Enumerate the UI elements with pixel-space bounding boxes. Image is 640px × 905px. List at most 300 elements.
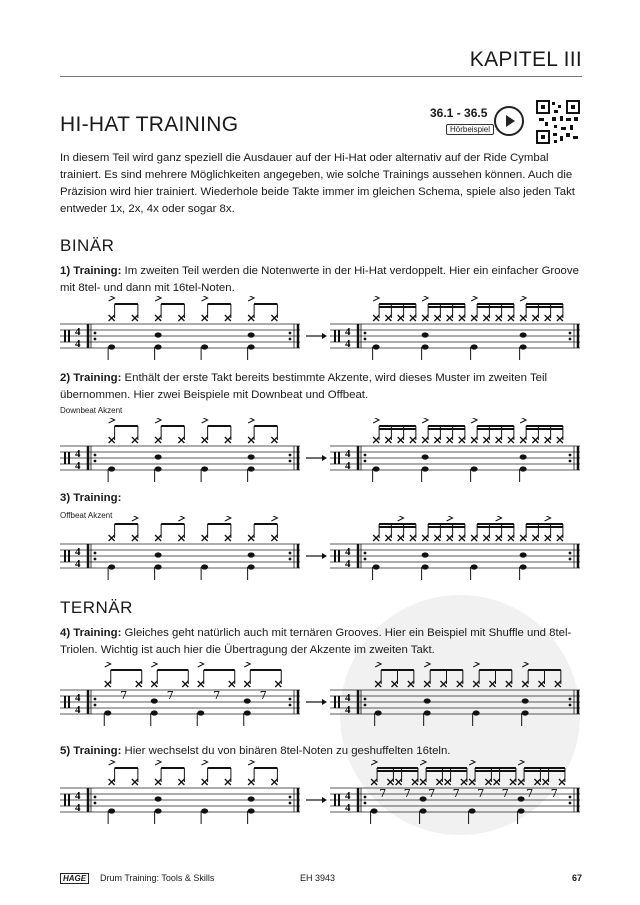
time-signature-bottom: 4 bbox=[75, 558, 81, 570]
kick-note bbox=[155, 808, 162, 813]
hihat-note bbox=[398, 535, 404, 541]
hihat-note bbox=[508, 535, 514, 541]
hihat-note bbox=[178, 437, 184, 443]
hihat-note bbox=[373, 535, 379, 541]
repeat-dot bbox=[569, 704, 572, 707]
exercise-2-text bbox=[60, 370, 582, 404]
repeat-dot bbox=[364, 338, 367, 341]
repeat-dot bbox=[289, 552, 292, 555]
accent-mark bbox=[248, 296, 254, 301]
hihat-note bbox=[244, 681, 250, 687]
kick-note bbox=[471, 344, 478, 349]
hihat-note bbox=[371, 779, 377, 785]
time-signature-bottom: 4 bbox=[75, 704, 81, 716]
time-signature-top: 4 bbox=[75, 546, 81, 558]
hihat-note bbox=[271, 315, 277, 321]
repeat-dot bbox=[289, 338, 292, 341]
hihat-note bbox=[520, 437, 526, 443]
kick-note bbox=[201, 808, 208, 813]
accent-mark bbox=[271, 516, 277, 521]
eighth-rest: 7 bbox=[379, 787, 387, 800]
snare-note bbox=[518, 796, 525, 801]
drum-notation bbox=[60, 296, 582, 366]
accent-mark bbox=[248, 760, 254, 765]
repeat-dot bbox=[569, 454, 572, 457]
repeat-dot bbox=[569, 460, 572, 463]
hihat-note bbox=[483, 535, 489, 541]
hihat-note bbox=[532, 437, 538, 443]
hihat-note bbox=[155, 315, 161, 321]
repeat-dot bbox=[94, 332, 97, 335]
time-signature-bottom: 4 bbox=[75, 338, 81, 350]
accent-mark bbox=[420, 760, 426, 765]
snare-note bbox=[244, 698, 251, 703]
repeat-dot bbox=[569, 802, 572, 805]
accent-mark bbox=[371, 760, 377, 765]
hihat-note bbox=[494, 779, 500, 785]
percussion-clef bbox=[338, 330, 340, 342]
time-signature-top: 4 bbox=[75, 326, 81, 338]
hihat-note bbox=[471, 315, 477, 321]
hihat-note bbox=[385, 535, 391, 541]
hihat-note bbox=[248, 315, 254, 321]
hihat-note bbox=[385, 315, 391, 321]
hihat-note bbox=[248, 535, 254, 541]
kick-note bbox=[151, 710, 158, 715]
accent-mark bbox=[155, 296, 161, 301]
hihat-note bbox=[459, 315, 465, 321]
publisher-logo: HAGE bbox=[60, 873, 89, 884]
footer-book-title: Drum Training: Tools & Skills bbox=[100, 873, 215, 883]
hihat-note bbox=[545, 437, 551, 443]
hihat-note bbox=[471, 437, 477, 443]
repeat-dot bbox=[569, 552, 572, 555]
hihat-note bbox=[225, 535, 231, 541]
time-signature-top: 4 bbox=[75, 790, 81, 802]
kick-note bbox=[108, 466, 115, 471]
staff-exercise-3 bbox=[60, 516, 582, 586]
kick-note bbox=[520, 564, 527, 569]
accent-mark bbox=[202, 760, 208, 765]
time-signature-top: 4 bbox=[75, 448, 81, 460]
exercise-5-lead: 5) Training: bbox=[60, 745, 122, 757]
accent-mark bbox=[225, 516, 231, 521]
accent-mark bbox=[373, 296, 379, 301]
percussion-clef bbox=[68, 696, 70, 708]
hihat-note bbox=[490, 681, 496, 687]
eighth-rest: 7 bbox=[403, 787, 411, 800]
hihat-note bbox=[422, 315, 428, 321]
qr-code-icon[interactable] bbox=[536, 100, 580, 144]
time-signature-bottom: 4 bbox=[345, 802, 351, 814]
hihat-note bbox=[155, 437, 161, 443]
exercise-4-lead: 4) Training: bbox=[60, 627, 122, 639]
percussion-clef bbox=[338, 794, 340, 806]
hihat-note bbox=[132, 437, 138, 443]
hihat-note bbox=[422, 437, 428, 443]
hihat-note bbox=[459, 535, 465, 541]
hihat-note bbox=[373, 315, 379, 321]
accent-mark bbox=[109, 760, 115, 765]
kick-note bbox=[422, 564, 429, 569]
snare-note bbox=[522, 698, 529, 703]
hihat-note bbox=[471, 535, 477, 541]
exercise-3-text bbox=[60, 490, 582, 507]
hihat-note bbox=[545, 535, 551, 541]
kick-note bbox=[522, 710, 529, 715]
hihat-note bbox=[508, 315, 514, 321]
hihat-note bbox=[410, 315, 416, 321]
hihat-note bbox=[410, 437, 416, 443]
hihat-note bbox=[434, 437, 440, 443]
repeat-dot bbox=[364, 704, 367, 707]
hihat-note bbox=[422, 535, 428, 541]
exercise-1-body: Im zweiten Teil werden die Notenwerte in der Hi-Hat verdoppelt. Hier ein einfacher Groove mit 8tel- und dann mit 16tel-Noten. bbox=[60, 265, 579, 294]
repeat-dot bbox=[94, 454, 97, 457]
accent-mark bbox=[244, 662, 250, 667]
hihat-note bbox=[225, 437, 231, 443]
snare-note bbox=[151, 698, 158, 703]
hihat-note bbox=[557, 437, 563, 443]
repeat-dot bbox=[364, 698, 367, 701]
accent-mark bbox=[109, 418, 115, 423]
hihat-note bbox=[447, 315, 453, 321]
hihat-note bbox=[275, 681, 281, 687]
kick-note bbox=[248, 466, 255, 471]
percussion-clef bbox=[334, 550, 336, 562]
drum-notation bbox=[60, 760, 582, 830]
time-signature-bottom: 4 bbox=[75, 460, 81, 472]
percussion-clef bbox=[64, 550, 66, 562]
audio-example-label: Hörbeispiel bbox=[446, 124, 494, 135]
accent-mark bbox=[132, 516, 138, 521]
kick-note bbox=[520, 344, 527, 349]
kick-note bbox=[473, 710, 480, 715]
percussion-clef bbox=[64, 696, 66, 708]
repeat-dot bbox=[569, 796, 572, 799]
snare-note bbox=[520, 454, 527, 459]
hihat-note bbox=[469, 779, 475, 785]
time-signature-top: 4 bbox=[345, 692, 351, 704]
exercise-1-lead: 1) Training: bbox=[60, 265, 122, 277]
accent-mark bbox=[471, 296, 477, 301]
hihat-note bbox=[434, 535, 440, 541]
percussion-clef bbox=[338, 550, 340, 562]
hihat-note bbox=[398, 437, 404, 443]
hihat-note bbox=[539, 681, 545, 687]
kick-note bbox=[108, 808, 115, 813]
accent-mark bbox=[178, 516, 184, 521]
hihat-note bbox=[109, 535, 115, 541]
hihat-note bbox=[385, 437, 391, 443]
hihat-note bbox=[396, 779, 402, 785]
accent-mark bbox=[373, 418, 379, 423]
hihat-note bbox=[202, 315, 208, 321]
arrow-icon bbox=[322, 333, 327, 339]
hihat-note bbox=[225, 315, 231, 321]
repeat-dot bbox=[94, 802, 97, 805]
hihat-note bbox=[496, 535, 502, 541]
hihat-note bbox=[483, 437, 489, 443]
hihat-note bbox=[496, 315, 502, 321]
hihat-note bbox=[182, 681, 188, 687]
exercise-2-lead: 2) Training: bbox=[60, 372, 122, 384]
kick-note bbox=[424, 710, 431, 715]
drum-notation bbox=[60, 662, 582, 732]
accent-mark bbox=[520, 296, 526, 301]
exercise-3-sublabel: Offbeat Akzent bbox=[60, 511, 113, 520]
percussion-clef bbox=[68, 794, 70, 806]
kick-note bbox=[422, 344, 429, 349]
arrow-icon bbox=[322, 553, 327, 559]
percussion-clef bbox=[64, 330, 66, 342]
hihat-note bbox=[447, 535, 453, 541]
kick-note bbox=[244, 710, 251, 715]
percussion-clef bbox=[64, 452, 66, 464]
page-number: 67 bbox=[571, 873, 582, 883]
accent-mark bbox=[422, 296, 428, 301]
snare-note bbox=[520, 332, 527, 337]
snare-note bbox=[155, 796, 162, 801]
percussion-clef bbox=[68, 452, 70, 464]
eighth-rest: 7 bbox=[166, 689, 174, 702]
hihat-note bbox=[225, 779, 231, 785]
accent-mark bbox=[422, 418, 428, 423]
hihat-note bbox=[271, 779, 277, 785]
kick-note bbox=[422, 466, 429, 471]
kick-note bbox=[373, 466, 380, 471]
hihat-note bbox=[557, 315, 563, 321]
hihat-note bbox=[473, 681, 479, 687]
hihat-note bbox=[271, 535, 277, 541]
accent-mark bbox=[518, 760, 524, 765]
kick-note bbox=[248, 808, 255, 813]
accent-mark bbox=[375, 662, 381, 667]
hihat-note bbox=[132, 535, 138, 541]
repeat-dot bbox=[94, 460, 97, 463]
snare-note bbox=[424, 698, 431, 703]
hihat-note bbox=[534, 779, 540, 785]
hihat-note bbox=[543, 779, 549, 785]
section-heading-ternaer: TERNÄR bbox=[60, 598, 133, 617]
repeat-dot bbox=[569, 332, 572, 335]
repeat-dot bbox=[94, 698, 97, 701]
time-signature-top: 4 bbox=[345, 546, 351, 558]
repeat-dot bbox=[364, 454, 367, 457]
play-icon[interactable] bbox=[494, 106, 524, 136]
percussion-clef bbox=[334, 794, 336, 806]
hihat-note bbox=[434, 315, 440, 321]
hihat-note bbox=[410, 535, 416, 541]
staff-exercise-4 bbox=[60, 662, 582, 732]
hihat-note bbox=[441, 681, 447, 687]
kick-note bbox=[518, 808, 525, 813]
kick-note bbox=[201, 564, 208, 569]
kick-note bbox=[155, 564, 162, 569]
accent-mark bbox=[155, 760, 161, 765]
hihat-note bbox=[508, 437, 514, 443]
repeat-dot bbox=[289, 698, 292, 701]
eighth-rest: 7 bbox=[501, 787, 509, 800]
repeat-dot bbox=[569, 338, 572, 341]
accent-mark bbox=[469, 760, 475, 765]
hihat-note bbox=[202, 437, 208, 443]
staff-exercise-5 bbox=[60, 760, 582, 830]
accent-mark bbox=[471, 418, 477, 423]
snare-note bbox=[248, 552, 255, 557]
hihat-note bbox=[387, 779, 393, 785]
hihat-note bbox=[447, 437, 453, 443]
accent-mark bbox=[198, 662, 204, 667]
hihat-note bbox=[555, 681, 561, 687]
hihat-note bbox=[459, 437, 465, 443]
hihat-note bbox=[559, 779, 565, 785]
snare-note bbox=[248, 332, 255, 337]
repeat-dot bbox=[364, 332, 367, 335]
accent-mark bbox=[447, 516, 453, 521]
accent-mark bbox=[520, 418, 526, 423]
exercise-2-sublabel: Downbeat Akzent bbox=[60, 406, 123, 415]
repeat-dot bbox=[364, 796, 367, 799]
hihat-note bbox=[445, 779, 451, 785]
percussion-clef bbox=[334, 330, 336, 342]
chapter-rule bbox=[60, 76, 582, 77]
accent-mark bbox=[473, 662, 479, 667]
repeat-dot bbox=[94, 552, 97, 555]
exercise-4-text bbox=[60, 625, 582, 659]
hihat-note bbox=[420, 779, 426, 785]
kick-note bbox=[375, 710, 382, 715]
accent-mark bbox=[248, 418, 254, 423]
percussion-clef bbox=[334, 452, 336, 464]
hihat-note bbox=[408, 681, 414, 687]
eighth-rest: 7 bbox=[428, 787, 436, 800]
hihat-note bbox=[109, 779, 115, 785]
hihat-note bbox=[132, 779, 138, 785]
kick-note bbox=[248, 564, 255, 569]
hihat-note bbox=[483, 315, 489, 321]
time-signature-top: 4 bbox=[345, 326, 351, 338]
hihat-note bbox=[398, 315, 404, 321]
hihat-note bbox=[532, 315, 538, 321]
kick-note bbox=[248, 344, 255, 349]
kick-note bbox=[373, 344, 380, 349]
accent-mark bbox=[109, 296, 115, 301]
staff-exercise-1 bbox=[60, 296, 582, 366]
hihat-note bbox=[520, 315, 526, 321]
hihat-note bbox=[520, 535, 526, 541]
repeat-dot bbox=[289, 558, 292, 561]
snare-note bbox=[248, 796, 255, 801]
kick-note bbox=[520, 466, 527, 471]
page-title: HI-HAT TRAINING bbox=[60, 113, 239, 136]
snare-note bbox=[422, 454, 429, 459]
accent-mark bbox=[522, 662, 528, 667]
hihat-note bbox=[151, 681, 157, 687]
kick-note bbox=[104, 710, 111, 715]
hihat-note bbox=[248, 779, 254, 785]
staff-exercise-2 bbox=[60, 418, 582, 488]
repeat-dot bbox=[289, 332, 292, 335]
hihat-note bbox=[436, 779, 442, 785]
repeat-dot bbox=[289, 454, 292, 457]
accent-mark bbox=[202, 418, 208, 423]
repeat-dot bbox=[364, 552, 367, 555]
time-signature-top: 4 bbox=[345, 790, 351, 802]
kick-note bbox=[197, 710, 204, 715]
footer-edition-code: EH 3943 bbox=[300, 873, 336, 883]
repeat-dot bbox=[364, 802, 367, 805]
snare-note bbox=[422, 332, 429, 337]
hihat-note bbox=[557, 535, 563, 541]
snare-note bbox=[155, 332, 162, 337]
hihat-note bbox=[155, 779, 161, 785]
accent-mark bbox=[151, 662, 157, 667]
hihat-note bbox=[155, 535, 161, 541]
eighth-rest: 7 bbox=[259, 689, 267, 702]
eighth-rest: 7 bbox=[213, 689, 221, 702]
hihat-note bbox=[132, 315, 138, 321]
percussion-clef bbox=[338, 452, 340, 464]
kick-note bbox=[373, 564, 380, 569]
repeat-dot bbox=[289, 796, 292, 799]
repeat-dot bbox=[364, 460, 367, 463]
percussion-clef bbox=[68, 330, 70, 342]
snare-note bbox=[155, 552, 162, 557]
time-signature-top: 4 bbox=[75, 692, 81, 704]
hihat-note bbox=[109, 315, 115, 321]
kick-note bbox=[371, 808, 378, 813]
time-signature-bottom: 4 bbox=[345, 704, 351, 716]
repeat-dot bbox=[94, 796, 97, 799]
repeat-dot bbox=[94, 558, 97, 561]
hihat-note bbox=[496, 437, 502, 443]
arrow-icon bbox=[322, 699, 327, 705]
repeat-dot bbox=[94, 338, 97, 341]
hihat-note bbox=[229, 681, 235, 687]
repeat-dot bbox=[364, 558, 367, 561]
kick-note bbox=[420, 808, 427, 813]
section-heading-binaer: BINÄR bbox=[60, 236, 115, 255]
snare-note bbox=[520, 552, 527, 557]
kick-note bbox=[155, 466, 162, 471]
hihat-note bbox=[105, 681, 111, 687]
time-signature-bottom: 4 bbox=[345, 460, 351, 472]
accent-mark bbox=[155, 418, 161, 423]
eighth-rest: 7 bbox=[550, 787, 558, 800]
percussion-clef bbox=[334, 696, 336, 708]
hihat-note bbox=[136, 681, 142, 687]
hihat-note bbox=[392, 681, 398, 687]
eighth-rest: 7 bbox=[120, 689, 128, 702]
exercise-5-body: Hier wechselst du von binären 8tel-Noten zu geshuffelten 16teln. bbox=[121, 745, 451, 757]
intro-paragraph: In diesem Teil wird ganz speziell die Ausdauer auf der Hi-Hat oder alternativ auf der Ride Cymbal trainiert. Es sind mehrere Möglichkeiten angegeben, wie solche Trainings aussehen können. Auch die Präzision wird hier trainiert. Wiederhole beide Takte immer im gleichen Schema, spiele also jeden Takt entweder 1x, 2x, 4x oder sogar 8x. bbox=[60, 152, 575, 215]
hihat-note bbox=[373, 437, 379, 443]
repeat-dot bbox=[569, 558, 572, 561]
arrow-icon bbox=[322, 455, 327, 461]
accent-mark bbox=[398, 516, 404, 521]
drum-notation bbox=[60, 418, 582, 488]
snare-note bbox=[422, 552, 429, 557]
hihat-note bbox=[202, 535, 208, 541]
eighth-rest: 7 bbox=[452, 787, 460, 800]
accent-mark bbox=[496, 516, 502, 521]
snare-note bbox=[420, 796, 427, 801]
exercise-2-body: Enthält der erste Takt bereits bestimmte Akzente, wird dieses Muster im zweiten Teil übernommen. Hier zwei Beispiele mit Downbeat und Offbeat. bbox=[60, 372, 548, 401]
hihat-note bbox=[461, 779, 467, 785]
time-signature-top: 4 bbox=[345, 448, 351, 460]
exercise-1-text bbox=[60, 263, 582, 297]
